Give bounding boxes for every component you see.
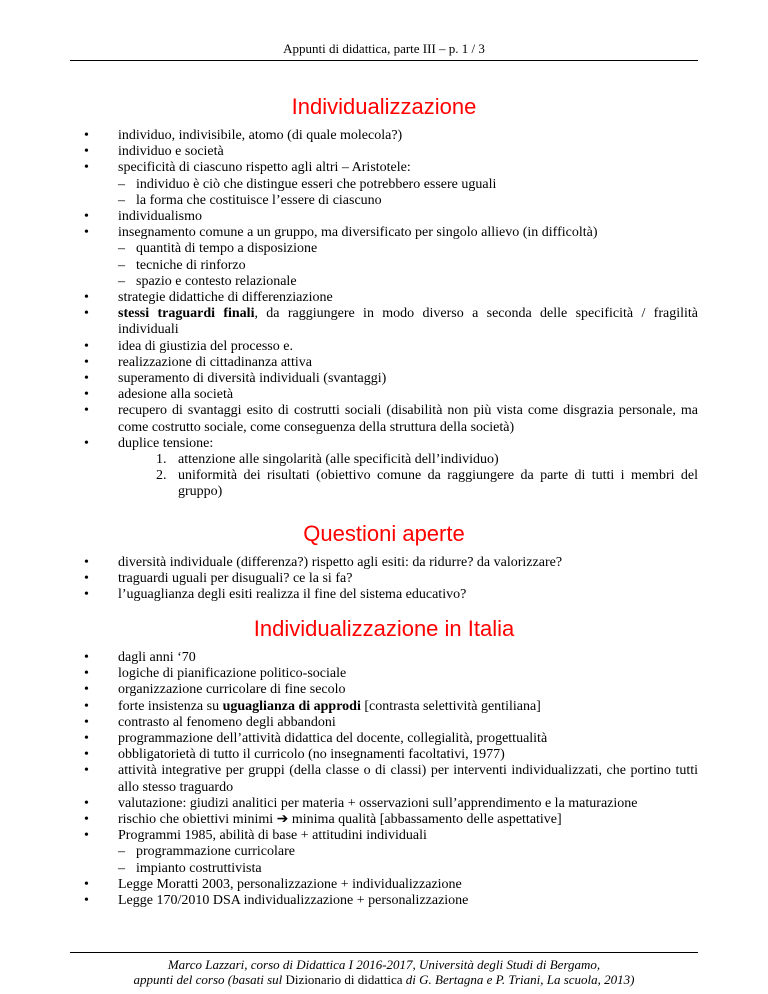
item-text: forte insistenza su [118, 698, 223, 714]
list-item [70, 699, 698, 715]
list-item [70, 555, 698, 571]
list-item [70, 355, 698, 371]
sub-list-item: – programmazione curricolare [118, 844, 698, 860]
list-item [70, 666, 698, 682]
list-item [70, 339, 698, 355]
list-item [70, 812, 698, 828]
numbered-item-text: uniformità dei risultati (obiettivo comune da raggiungere da parte di tutti i membri del gruppo) [178, 468, 698, 500]
item-text: valutazione: giudizi analitici per materia + osservazioni sull’apprendimento e la maturazione [118, 795, 638, 811]
numbered-list-item [118, 452, 698, 468]
item-text: traguardi uguali per disuguali? ce la si fa? [118, 571, 353, 587]
list-item [70, 796, 698, 812]
item-text: realizzazione di cittadinanza attiva [118, 354, 312, 370]
footer-line-2: appunti del corso (basati sul Dizionario di didattica di G. Bertagna e P. Triani, La scuola, 2013) [133, 972, 635, 987]
footer-line-1: Marco Lazzari, corso di Didattica I 2016-2017, Università degli Studi di Bergamo, [167, 957, 601, 972]
item-text: Legge 170/2010 DSA individualizzazione + personalizzazione [118, 893, 469, 909]
list-item [70, 306, 698, 338]
sub-list-item: – individuo è ciò che distingue esseri che potrebbero essere uguali [118, 177, 698, 193]
item-text: duplice tensione: [118, 435, 214, 451]
item-text: idea di giustizia del processo e. [118, 338, 293, 354]
section-title-questioni-aperte: Questioni aperte [303, 521, 465, 546]
bullet-list-questioni-aperte [70, 555, 698, 604]
list-item [70, 209, 698, 225]
sub-list [118, 177, 698, 209]
item-text: individuo, indivisibile, atomo (di quale molecola?) [118, 128, 403, 143]
item-text: l’uguaglianza degli esiti realizza il fine del sistema educativo? [118, 587, 467, 603]
list-item [70, 403, 698, 435]
list-item [70, 650, 698, 666]
list-item [70, 587, 698, 603]
item-bold-text: uguaglianza di approdi [222, 698, 361, 714]
item-text: dagli anni ‘70 [118, 650, 196, 665]
item-text: , da raggiungere in modo diverso a seconda delle specificità / fragilità individuali [118, 306, 698, 338]
item-text: individualismo [118, 209, 202, 225]
section-title-individualizzazione-italia: Individualizzazione in Italia [253, 616, 515, 641]
item-text: recupero di svantaggi esito di costrutti sociali (disabilità non più vista come disgrazia personale, ma come costrutto sociale, come conseguenza della struttura della società) [118, 403, 698, 435]
item-text: minima qualità [abbassamento delle aspettative] [288, 812, 562, 828]
item-text: rischio che obiettivi minimi [118, 812, 277, 828]
item-text: [contrasta selettività gentiliana] [360, 698, 541, 714]
list-item [70, 828, 698, 877]
page-footer [70, 957, 698, 987]
list-item [70, 144, 698, 160]
item-text: logiche di pianificazione politico-sociale [118, 666, 347, 682]
list-item [70, 128, 698, 144]
item-text: strategie didattiche di differenziazione [118, 290, 333, 306]
item-text: obbligatorietà di tutto il curricolo (no insegnamenti facoltativi, 1977) [118, 747, 505, 763]
list-item [70, 715, 698, 731]
item-text: Programmi 1985, abilità di base + attitudini individuali [118, 828, 427, 844]
bullet-list-individualizzazione [70, 128, 698, 501]
page-header: Appunti di didattica, parte III – p. 1 / 3 [283, 41, 485, 56]
sub-list-item: – quantità di tempo a disposizione [118, 241, 698, 257]
numbered-list [118, 452, 698, 501]
item-text: adesione alla società [118, 387, 234, 403]
item-text: programmazione dell’attività didattica del docente, collegialità, progettualità [118, 731, 548, 747]
bullet-list-individualizzazione-italia [70, 650, 698, 909]
numbered-item-text: attenzione alle singolarità (alle specificità dell’individuo) [178, 452, 499, 468]
list-item [70, 160, 698, 209]
sub-list [118, 844, 698, 876]
item-text: specificità di ciascuno rispetto agli altri – Aristotele: [118, 160, 411, 176]
footer-book-title: Dizionario di didattica [285, 972, 403, 987]
list-item [70, 731, 698, 747]
list-item [70, 436, 698, 501]
sub-list [118, 241, 698, 290]
footer-rule [70, 952, 698, 953]
numbered-list-item [118, 468, 698, 500]
list-item [70, 763, 698, 795]
list-number: 1. [156, 452, 167, 468]
item-text: individuo e società [118, 144, 224, 160]
sub-list-item: – tecniche di rinforzo [118, 258, 698, 274]
arrow-icon: ➔ [276, 812, 289, 828]
list-item [70, 225, 698, 290]
sub-list-item: – la forma che costituisce l’essere di ciascuno [118, 193, 698, 209]
sub-list-item: – impianto costruttivista [118, 861, 698, 877]
list-item [70, 893, 698, 909]
item-text: insegnamento comune a un gruppo, ma diversificato per singolo allievo (in difficoltà) [118, 225, 598, 241]
item-text: Legge Moratti 2003, personalizzazione + individualizzazione [118, 876, 462, 892]
list-item [70, 682, 698, 698]
item-text: diversità individuale (differenza?) rispetto agli esiti: da ridurre? da valorizzare? [118, 555, 563, 570]
list-item [70, 747, 698, 763]
sub-list-item: – spazio e contesto relazionale [118, 274, 698, 290]
list-item [70, 877, 698, 893]
item-text: organizzazione curricolare di fine secolo [118, 682, 346, 698]
item-text: superamento di diversità individuali (svantaggi) [118, 371, 387, 387]
list-item [70, 571, 698, 587]
header-rule [70, 60, 698, 61]
item-text: attività integrative per gruppi (della classe o di classi) per interventi individualizzati, che portino tutti allo stesso traguardo [118, 763, 698, 795]
item-bold-text: stessi traguardi finali [118, 306, 255, 322]
list-item [70, 387, 698, 403]
section-title-individualizzazione: Individualizzazione [291, 94, 477, 119]
list-item [70, 290, 698, 306]
list-item [70, 371, 698, 387]
list-number: 2. [156, 468, 167, 484]
item-text: contrasto al fenomeno degli abbandoni [118, 714, 336, 730]
